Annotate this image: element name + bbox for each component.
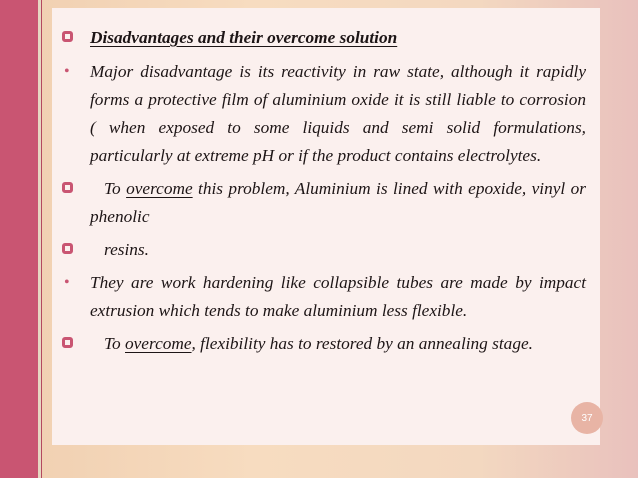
square-bullet-icon [62, 337, 73, 348]
square-bullet-icon [62, 31, 73, 42]
bullet-text-pre: To [104, 179, 127, 198]
page-number: 37 [571, 402, 603, 434]
slide-heading: Disadvantages and their overcome solution [90, 28, 398, 47]
bullet-text-pre: To [104, 334, 125, 353]
left-accent-line [41, 0, 42, 478]
dot-bullet-icon: • [64, 274, 70, 291]
bullet-text-post: , flexibility has to restored by an annealing stage. [191, 334, 533, 353]
bullet-text: resins. [104, 240, 149, 259]
bullet-text-underlined: overcome [126, 179, 193, 198]
slide-content [52, 8, 600, 445]
bullet-text: Major disadvantage is its reactivity in raw state, although it rapidly forms a protective film of aluminium oxide it is still liable to corrosion ( when exposed to some liquids and semi solid formulations, particularly at extreme pH or if the product contains electrolytes. [90, 62, 586, 165]
dot-bullet-icon: • [64, 63, 70, 80]
bullet-item-work-hardening [62, 269, 586, 325]
bullet-item-disadvantage [62, 58, 586, 170]
left-accent-bar [0, 0, 41, 478]
bullet-text-post: this problem, Aluminium is lined with epoxide, vinyl or phenolic [90, 179, 586, 226]
square-bullet-icon [62, 182, 73, 193]
bullet-item-resins [62, 236, 586, 264]
bullet-item-overcome-annealing [62, 330, 586, 358]
bullet-text: They are work hardening like collapsible tubes are made by impact extrusion which tends to make aluminium less flexible. [90, 273, 586, 320]
bullet-item-overcome-lining [62, 175, 586, 231]
square-bullet-icon [62, 243, 73, 254]
heading-item [62, 24, 586, 52]
bullet-text-underlined: overcome [125, 334, 192, 353]
